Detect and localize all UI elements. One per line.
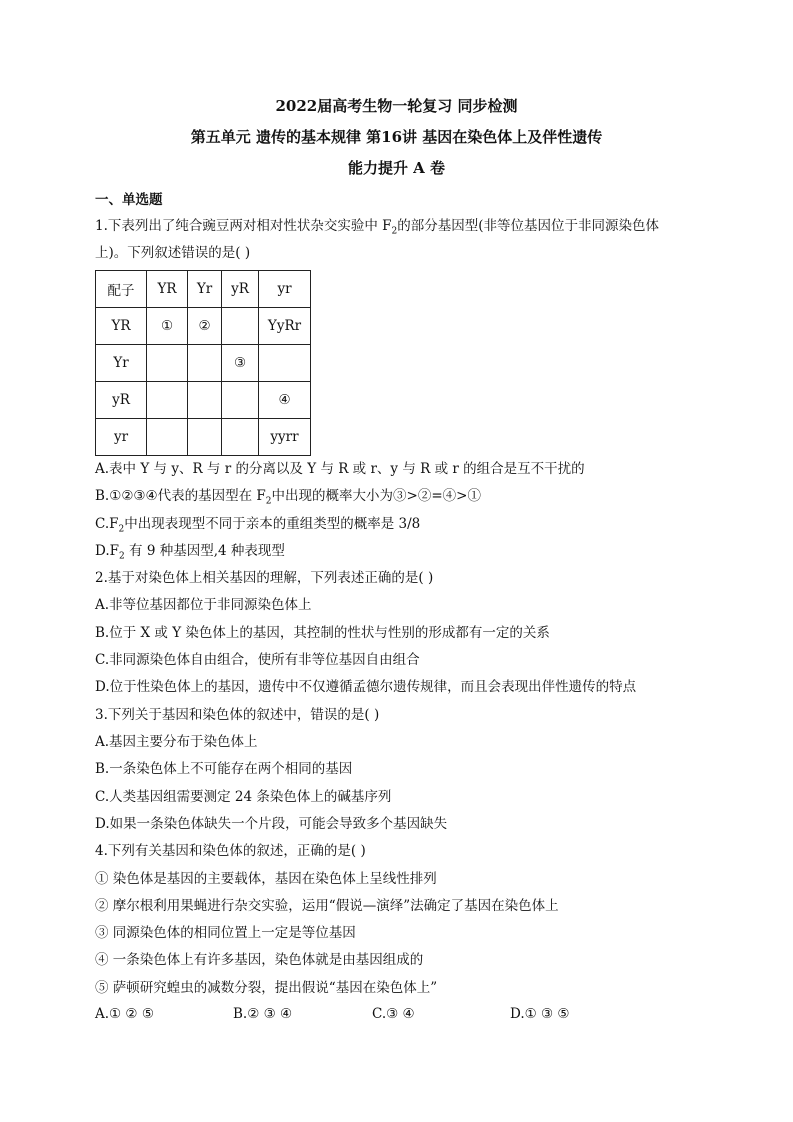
doc-volume: 能力提升 A 卷: [347, 159, 446, 177]
q1-option-c: $C.F_2$中出现表现型不同于亲本的重组类型的概率是 3/8: [95, 516, 421, 535]
q2-option-a: A.非等位基因都位于非同源染色体上: [95, 597, 312, 613]
table-row: [96, 419, 311, 456]
table-cell: [188, 419, 222, 456]
table-cell: [147, 382, 188, 419]
gamete-table: [95, 270, 311, 456]
table-header-cell: Yr: [188, 271, 222, 308]
q4-option-a: A.① ② ⑤: [95, 1006, 154, 1022]
table-cell: yR: [96, 382, 147, 419]
table-cell: Yr: [96, 345, 147, 382]
q4-statement-1: ① 染色体是基因的主要载体，基因在染色体上呈线性排列: [95, 871, 437, 887]
table-header-cell: yR: [222, 271, 259, 308]
table-cell: ④: [259, 382, 311, 419]
table-header-cell: YR: [147, 271, 188, 308]
table-cell: yyrr: [259, 419, 311, 456]
table-cell: [188, 382, 222, 419]
table-cell: YyRr: [259, 308, 311, 345]
q4-stem: 4.下列有关基因和染色体的叙述，正确的是( ): [95, 843, 366, 859]
table-header-cell: yr: [259, 271, 311, 308]
table-cell: [147, 345, 188, 382]
table-cell: ②: [188, 308, 222, 345]
table-row: [96, 345, 311, 382]
doc-subtitle: 第五单元 遗传的基本规律 第16讲 基因在染色体上及伴性遗传: [190, 128, 603, 146]
table-cell: [222, 419, 259, 456]
q3-option-b: B.一条染色体上不可能存在两个相同的基因: [95, 761, 353, 777]
q2-option-b: B.位于 X 或 Y 染色体上的基因，其控制的性状与性别的形成都有一定的关系: [95, 625, 550, 641]
q4-statement-5: ⑤ 萨顿研究蝗虫的减数分裂，提出假说“基因在染色体上”: [95, 980, 438, 996]
section-heading: 一、单选题: [95, 192, 163, 208]
table-row: [96, 382, 311, 419]
table-cell: [259, 345, 311, 382]
table-cell: [147, 419, 188, 456]
q1-stem-line2: 上)。下列叙述错误的是( ): [95, 245, 251, 261]
q4-statement-2: ② 摩尔根利用果蝇进行杂交实验，运用“假说—演绎”法确定了基因在染色体上: [95, 898, 559, 914]
table-cell: [222, 308, 259, 345]
q4-statement-4: ④ 一条染色体上有许多基因，染色体就是由基因组成的: [95, 952, 424, 968]
table-cell: [222, 382, 259, 419]
q3-stem: 3.下列关于基因和染色体的叙述中，错误的是( ): [95, 707, 380, 723]
q4-statement-3: ③ 同源染色体的相同位置上一定是等位基因: [95, 925, 356, 941]
q2-stem: 2.基于对染色体上相关基因的理解，下列表述正确的是( ): [95, 570, 434, 586]
q1-option-d: $D.F_2$ 有 9 种基因型,4 种表现型: [95, 543, 285, 562]
table-cell: ③: [222, 345, 259, 382]
table-header-cell: 配子: [96, 271, 147, 308]
table-header-row: [96, 271, 311, 308]
q3-option-d: D.如果一条染色体缺失一个片段，可能会导致多个基因缺失: [95, 816, 448, 832]
q1-stem-line1: 1.下表列出了纯合豌豆两对相对性状杂交实验中 $F_2$的部分基因型(非等位基因位于非同源染色体: [95, 218, 660, 237]
q4-option-d: D.① ③ ⑤: [510, 1006, 570, 1022]
q4-option-c: C.③ ④: [372, 1006, 415, 1022]
q3-option-a: A.基因主要分布于染色体上: [95, 734, 258, 750]
doc-title: 2022届高考生物一轮复习 同步检测: [275, 97, 518, 115]
q1-option-b: B.①②③④代表的基因型在 $F_2$中出现的概率大小为③>②=④>①: [95, 488, 481, 507]
table-cell: YR: [96, 308, 147, 345]
table-cell: ①: [147, 308, 188, 345]
table-row: [96, 308, 311, 345]
q2-option-c: C.非同源染色体自由组合，使所有非等位基因自由组合: [95, 652, 420, 668]
q1-option-a: A.表中 Y 与 y、R 与 r 的分离以及 Y 与 R 或 r、y 与 R 或 r 的组合是互不干扰的: [95, 461, 585, 477]
table-cell: [188, 345, 222, 382]
q4-option-b: B.② ③ ④: [233, 1006, 293, 1022]
q2-option-d: D.位于性染色体上的基因，遗传中不仅遵循孟德尔遗传规律，而且会表现出伴性遗传的特点: [95, 679, 637, 695]
table-cell: yr: [96, 419, 147, 456]
q3-option-c: C.人类基因组需要测定 24 条染色体上的碱基序列: [95, 789, 392, 805]
